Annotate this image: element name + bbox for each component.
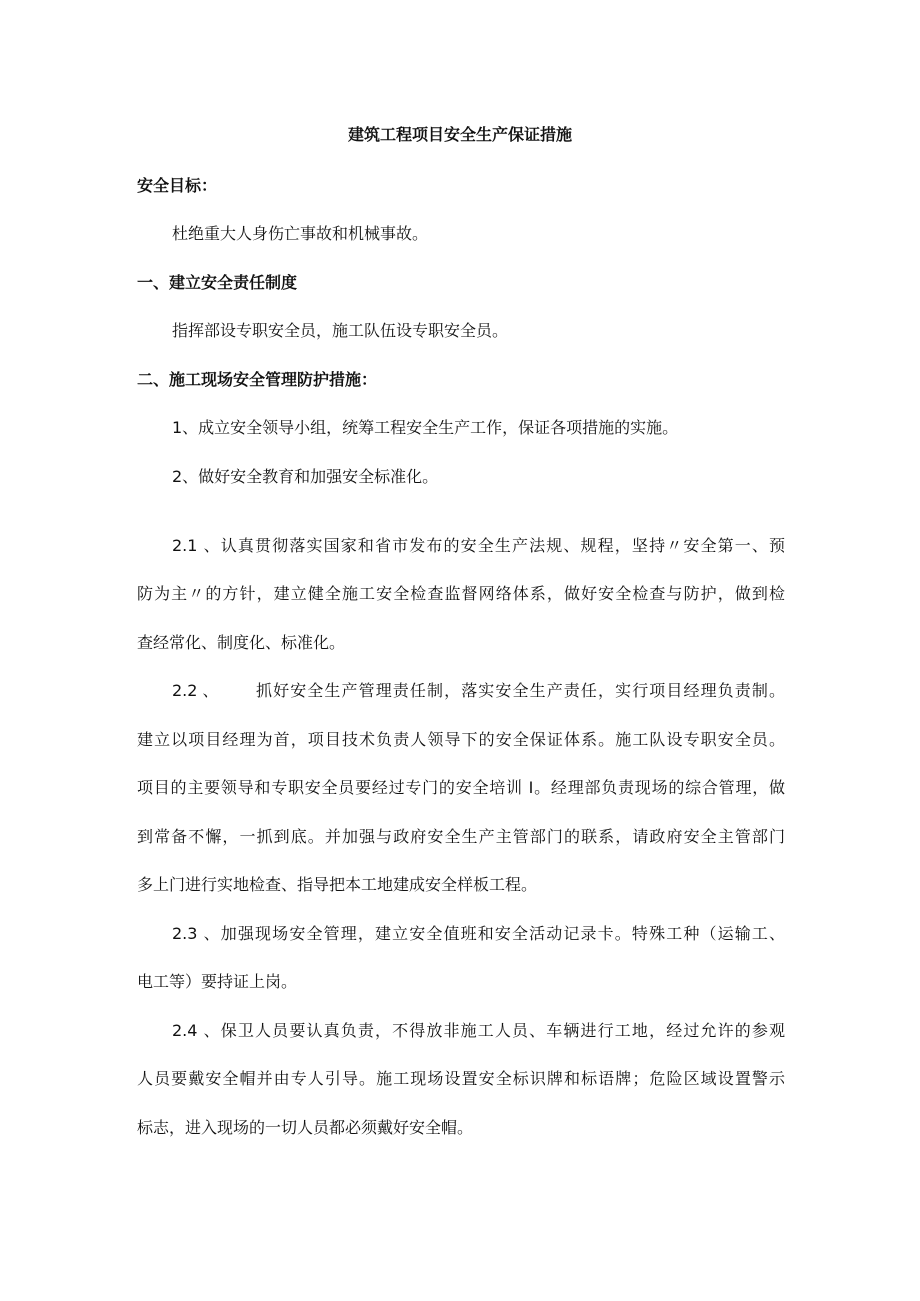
para-2-2-line-3: 项目的主要领导和专职安全员要经过专门的安全培训 I。经理部负责现场的综合管理，做 [137,778,785,797]
goal-text: 杜绝重大人身伤亡事故和机械事故。 [172,224,429,243]
para-2-2-number: 2.2 、 [172,681,219,700]
para-2-2-line-2: 建立以项目经理为首，项目技术负责人领导下的安全保证体系。施工队设专职安全员。 [137,730,785,749]
section1-heading: 一、建立安全责任制度 [137,273,298,292]
para-2-1-line-1: 2.1 、认真贯彻落实国家和省市发布的安全生产法规、规程，坚持〃安全第一、预 [172,536,785,555]
para-2-3-line-1: 2.3 、加强现场安全管理，建立安全值班和安全活动记录卡。特殊工种（运输工、 [172,924,785,943]
section1-text: 指挥部设专职安全员，施工队伍设专职安全员。 [172,321,509,340]
para-2-2-line-1: 抓好安全生产管理责任制，落实安全生产责任，实行项目经理负责制。 [256,681,785,700]
para-2-1-line-2: 防为主〃的方针，建立健全施工安全检查监督网络体系，做好安全检查与防护，做到检 [137,584,785,603]
para-2-4-line-1: 2.4 、保卫人员要认真负责，不得放非施工人员、车辆进行工地，经过允许的参观 [172,1021,785,1040]
para-2-2-line-4: 到常备不懈，一抓到底。并加强与政府安全生产主管部门的联系，请政府安全主管部门 [137,827,785,846]
document-title: 建筑工程项目安全生产保证措施 [347,125,572,144]
para-2-1-line-3: 查经常化、制度化、标准化。 [137,633,346,652]
item-1: 1、成立安全领导小组，统筹工程安全生产工作，保证各项措施的实施。 [172,418,679,437]
para-2-4-line-3: 标志，进入现场的一切人员都必须戴好安全帽。 [137,1118,474,1137]
para-2-3-line-2: 电工等）要持证上岗。 [137,972,298,991]
goal-heading: 安全目标： [137,176,218,195]
section2-heading: 二、施工现场安全管理防护措施： [137,370,378,389]
item-2: 2、做好安全教育和加强安全标准化。 [172,467,439,486]
para-2-4-line-2: 人员要戴安全帽并由专人引导。施工现场设置安全标识牌和标语牌；危险区域设置警示 [137,1069,785,1088]
para-2-2-line-5: 多上门进行实地检查、指导把本工地建成安全样板工程。 [137,875,538,894]
